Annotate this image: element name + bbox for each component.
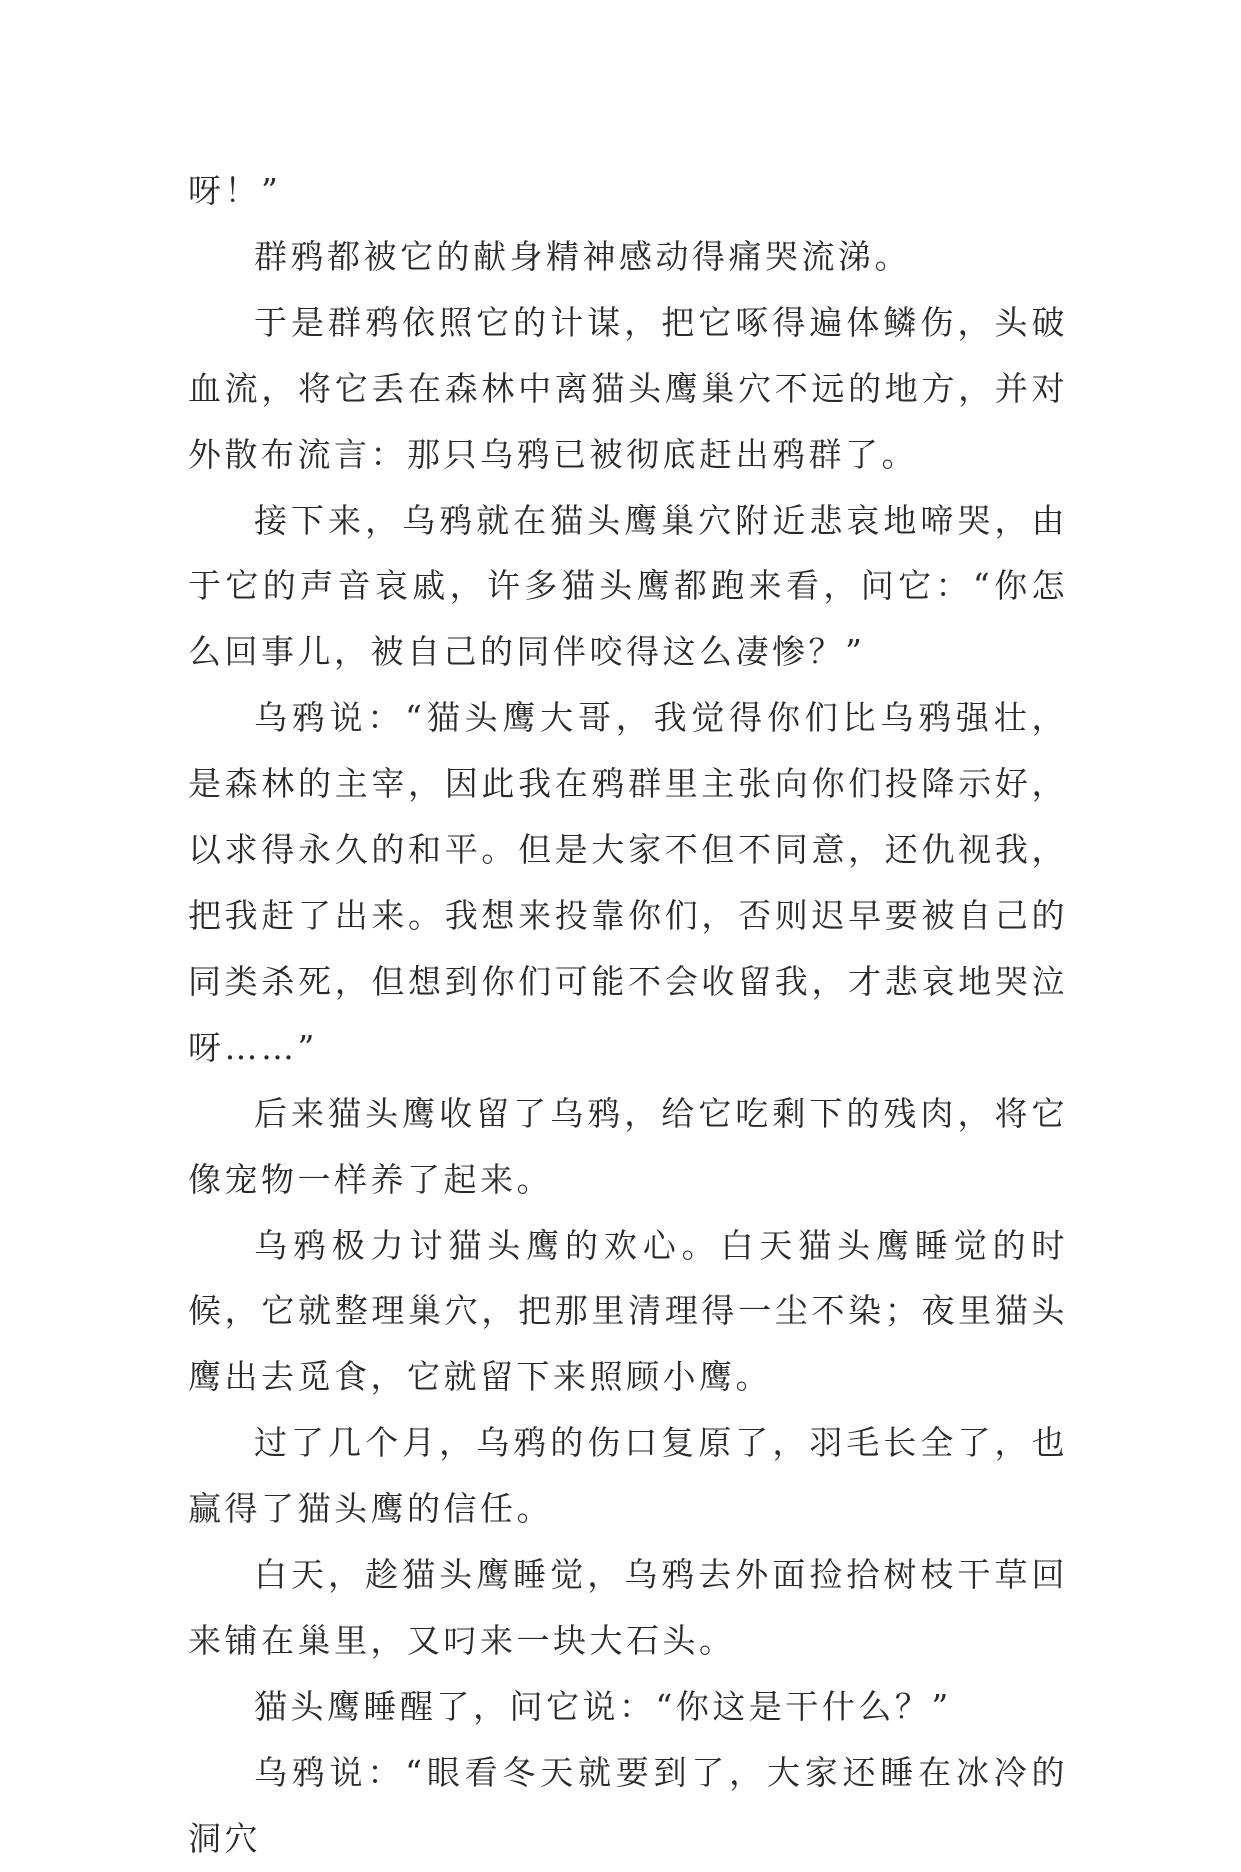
paragraph-9: 白天，趁猫头鹰睡觉，乌鸦去外面捡拾树枝干草回来铺在巢里，又叼来一块大石头。	[188, 1555, 1068, 1660]
paragraph-6: 后来猫头鹰收留了乌鸦，给它吃剩下的残肉，将它像宠物一样养了起来。	[188, 1093, 1068, 1199]
paragraph-8: 过了几个月，乌鸦的伤口复原了，羽毛长全了，也赢得了猫头鹰的信任。	[188, 1423, 1068, 1529]
paragraph-1: 呀！”	[188, 171, 282, 210]
story-text	[188, 158, 1068, 1872]
paragraph-4: 接下来，乌鸦就在猫头鹰巢穴附近悲哀地啼哭，由于它的声音哀戚，许多猫头鹰都跑来看，问它：“你怎么回事儿，被自己的同伴咬得这么凄惨？”	[188, 500, 1068, 672]
paragraph-10: 猫头鹰睡醒了，问它说：“你这是干什么？”	[254, 1686, 952, 1726]
paragraph-3: 于是群鸦依照它的计谋，把它啄得遍体鳞伤，头破血流，将它丢在森林中离猫头鹰巢穴不远的地方，并对外散布流言：那只乌鸦已被彻底赶出鸦群了。	[188, 302, 1068, 474]
paragraph-11: 乌鸦说：“眼看冬天就要到了，大家还睡在冰冷的洞穴	[188, 1752, 1068, 1858]
paragraph-5: 乌鸦说：“猫头鹰大哥，我觉得你们比乌鸦强壮，是森林的主宰，因此我在鸦群里主张向你们投降示好，以求得永久的和平。但是大家不但不同意，还仇视我，把我赶了出来。我想来投靠你们，否则迟早要被自己的同类杀死，但想到你们可能不会收留我，才悲哀地哭泣呀……”	[188, 698, 1068, 1067]
paragraph-7: 乌鸦极力讨猫头鹰的欢心。白天猫头鹰睡觉的时候，它就整理巢穴，把那里清理得一尘不染；夜里猫头鹰出去觅食，它就留下来照顾小鹰。	[188, 1225, 1068, 1397]
paragraph-2: 群鸦都被它的献身精神感动得痛哭流涕。	[254, 236, 911, 276]
